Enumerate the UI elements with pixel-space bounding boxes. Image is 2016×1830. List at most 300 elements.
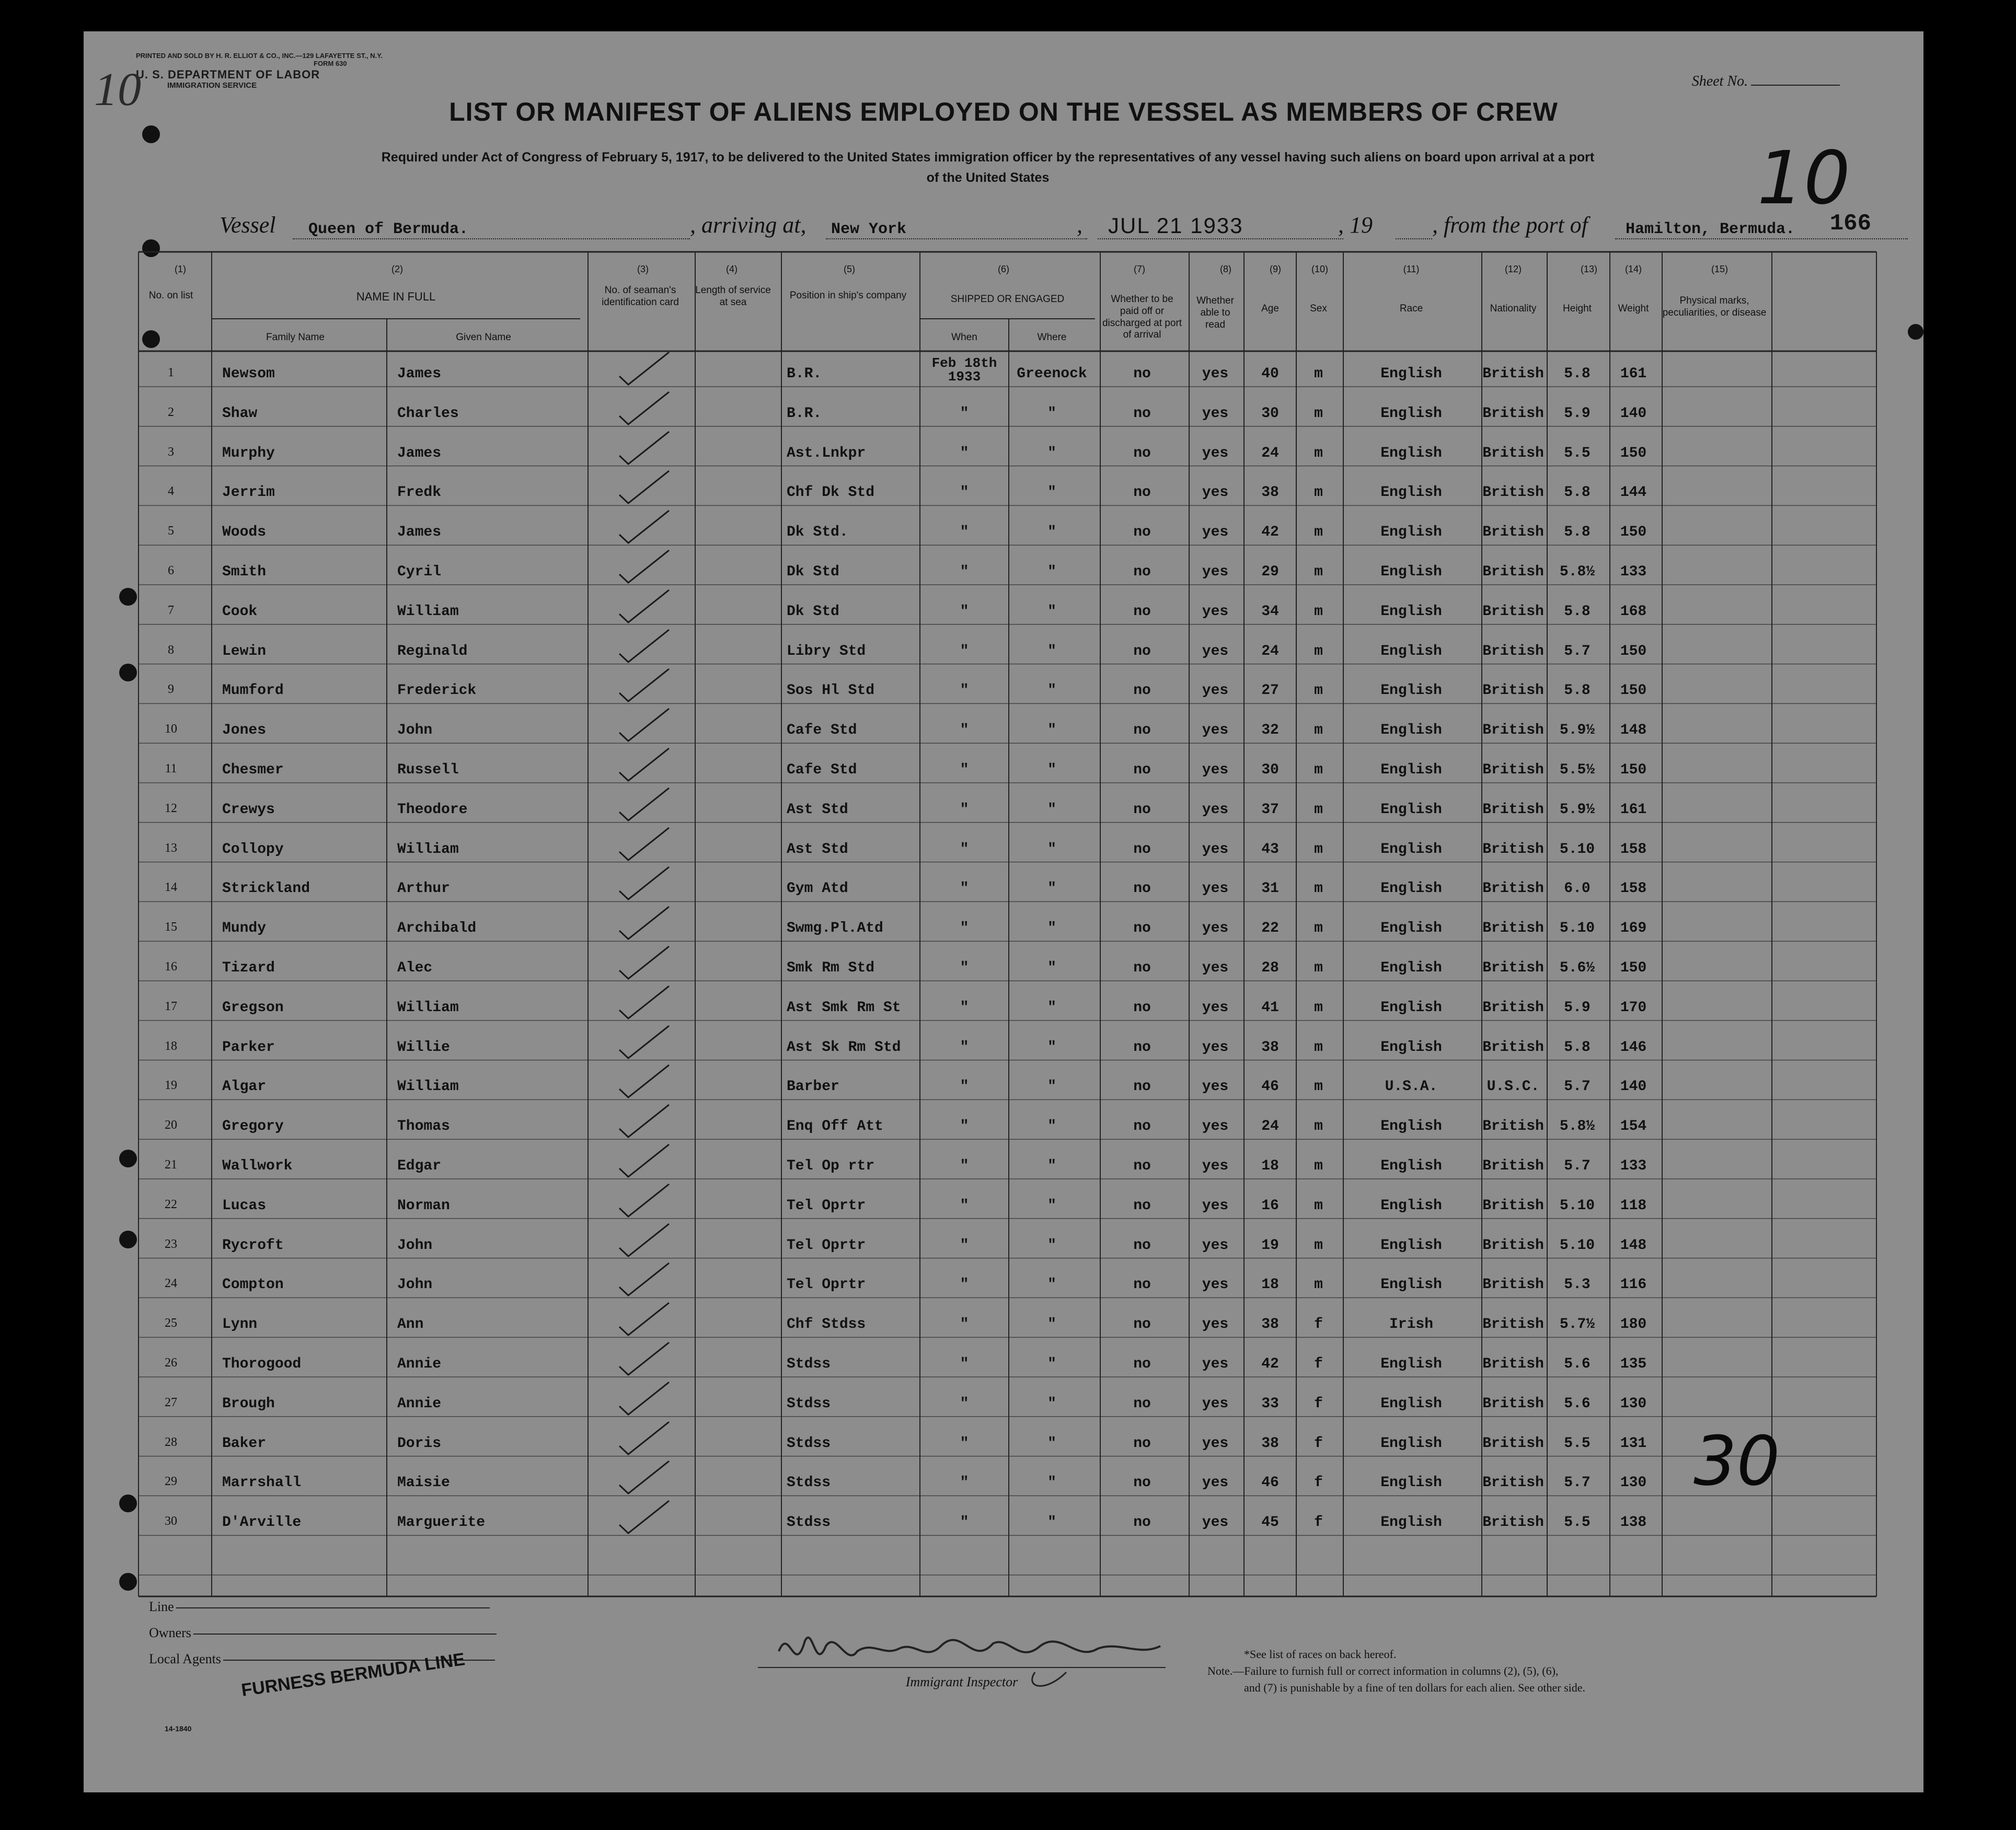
cell-height: 5.6 xyxy=(1564,1395,1591,1412)
cell-read: yes xyxy=(1202,999,1229,1016)
department-name: U. S. DEPARTMENT OF LABOR xyxy=(136,67,320,81)
cell-no: 24 xyxy=(165,1277,177,1291)
cell-where: " xyxy=(1047,1475,1056,1491)
name-in-full-header: NAME IN FULL xyxy=(356,290,436,303)
cell-weight: 150 xyxy=(1620,762,1647,778)
check-mark-icon xyxy=(617,1380,674,1417)
cell-height: 5.6 xyxy=(1564,1356,1591,1372)
cell-given: Russell xyxy=(397,762,459,778)
punch-hole xyxy=(119,588,137,606)
cell-given: Alec xyxy=(397,960,433,976)
cell-where: " xyxy=(1047,1435,1056,1452)
sex-header: Sex xyxy=(1310,303,1327,314)
column-number: (9) xyxy=(1270,264,1281,274)
cell-read: yes xyxy=(1202,484,1229,501)
cell-family: Gregson xyxy=(222,999,284,1016)
cell-sex: f xyxy=(1314,1395,1323,1412)
cell-paid: no xyxy=(1133,841,1151,858)
cell-family: Tizard xyxy=(222,960,275,976)
handwritten-page-number: 10 xyxy=(1757,136,1850,221)
cell-nat: British xyxy=(1482,1118,1544,1135)
cell-age: 38 xyxy=(1261,1039,1279,1056)
cell-nat: British xyxy=(1482,1356,1544,1372)
cell-race: Irish xyxy=(1389,1316,1433,1333)
cell-family: Gregory xyxy=(222,1118,284,1135)
cell-age: 24 xyxy=(1261,445,1279,461)
cell-paid: no xyxy=(1133,1356,1151,1372)
cell-height: 5.10 xyxy=(1559,1237,1595,1254)
cell-where: " xyxy=(1047,1079,1056,1095)
cell-no: 28 xyxy=(165,1435,177,1449)
cell-height: 5.8 xyxy=(1564,366,1591,382)
cell-read: yes xyxy=(1202,405,1229,422)
cell-family: Brough xyxy=(222,1395,275,1412)
cell-read: yes xyxy=(1202,524,1229,541)
cell-sex: m xyxy=(1314,564,1323,580)
cell-position: Dk Std. xyxy=(787,524,848,541)
cell-when: " xyxy=(960,1158,969,1174)
cell-no: 29 xyxy=(165,1475,177,1489)
arrival-date-stamp: JUL 21 1933 xyxy=(1108,213,1243,238)
handwritten-total: 30 xyxy=(1694,1421,1780,1501)
page-title: LIST OR MANIFEST OF ALIENS EMPLOYED ON THE VESSEL AS MEMBERS OF CREW xyxy=(449,97,1558,126)
cell-when: " xyxy=(960,1079,969,1095)
cell-no: 15 xyxy=(165,920,177,934)
cell-family: D'Arville xyxy=(222,1514,302,1531)
check-mark-icon xyxy=(617,905,674,941)
cell-race: English xyxy=(1380,1475,1442,1491)
cell-age: 29 xyxy=(1261,564,1279,580)
cell-when: " xyxy=(960,1356,969,1372)
cell-paid: no xyxy=(1133,564,1151,580)
cell-given: James xyxy=(397,366,442,382)
cell-given: Archibald xyxy=(397,920,477,937)
check-mark-icon xyxy=(617,1222,674,1258)
cell-no: 10 xyxy=(165,722,177,736)
cell-where: " xyxy=(1047,1356,1056,1372)
cell-race: U.S.A. xyxy=(1385,1079,1438,1095)
cell-given: James xyxy=(397,445,442,461)
cell-paid: no xyxy=(1133,1475,1151,1491)
check-mark-icon xyxy=(617,1499,674,1535)
cell-nat: British xyxy=(1482,1395,1544,1412)
punch-hole xyxy=(142,330,160,348)
cell-sex: m xyxy=(1314,1237,1323,1254)
cell-family: Murphy xyxy=(222,445,275,461)
cell-weight: 180 xyxy=(1620,1316,1647,1333)
cell-no: 25 xyxy=(165,1316,177,1330)
check-mark-icon xyxy=(617,1182,674,1219)
cell-when: " xyxy=(960,1514,969,1531)
cell-race: English xyxy=(1380,999,1442,1016)
cell-race: English xyxy=(1380,1158,1442,1174)
cell-read: yes xyxy=(1202,1039,1229,1056)
sheet-number-field xyxy=(1692,73,1840,90)
cell-sex: m xyxy=(1314,960,1323,976)
cell-where: " xyxy=(1047,682,1056,699)
cell-race: English xyxy=(1380,1197,1442,1214)
cell-given: William xyxy=(397,999,459,1016)
column-number: (8) xyxy=(1220,264,1231,274)
cell-race: English xyxy=(1380,762,1442,778)
cell-given: Willie xyxy=(397,1039,450,1056)
cell-race: English xyxy=(1380,603,1442,620)
cell-age: 42 xyxy=(1261,524,1279,541)
subtitle-line: Required under Act of Congress of February 5, 1917, to be delivered to the United States immigration officer by the representatives of any vessel having such aliens on board upon arrival at a port xyxy=(381,150,1595,165)
cell-when: " xyxy=(960,524,969,541)
cell-when: " xyxy=(960,643,969,659)
local-agents-label: Local Agents xyxy=(149,1651,221,1666)
cell-paid: no xyxy=(1133,366,1151,382)
cell-family: Strickland xyxy=(222,881,310,897)
cell-weight: 146 xyxy=(1620,1039,1647,1056)
cell-where: " xyxy=(1047,603,1056,620)
cell-nat: British xyxy=(1482,643,1544,659)
check-mark-icon xyxy=(617,548,674,585)
cell-position: Ast Std xyxy=(787,801,848,818)
nationality-header: Nationality xyxy=(1490,303,1537,314)
cell-nat: British xyxy=(1482,762,1544,778)
cell-age: 24 xyxy=(1261,643,1279,659)
cell-paid: no xyxy=(1133,524,1151,541)
cell-read: yes xyxy=(1202,1316,1229,1333)
cell-sex: m xyxy=(1314,1118,1323,1135)
check-mark-icon xyxy=(617,588,674,624)
cell-family: Cook xyxy=(222,603,258,620)
cell-position: B.R. xyxy=(787,366,822,382)
cell-where: " xyxy=(1047,881,1056,897)
check-mark-icon xyxy=(617,1459,674,1496)
length-of-service-header: Length of service at sea xyxy=(695,285,771,308)
cell-family: Lynn xyxy=(222,1316,258,1333)
cell-given: John xyxy=(397,1237,433,1254)
cell-read: yes xyxy=(1202,564,1229,580)
cell-given: William xyxy=(397,841,459,858)
cell-weight: 148 xyxy=(1620,1237,1647,1254)
cell-position: Ast Sk Rm Std xyxy=(787,1039,901,1056)
cell-read: yes xyxy=(1202,603,1229,620)
check-mark-icon xyxy=(617,786,674,823)
cell-given: James xyxy=(397,524,442,541)
punch-hole xyxy=(142,125,160,143)
cell-where: " xyxy=(1047,1277,1056,1293)
cell-read: yes xyxy=(1202,841,1229,858)
cell-race: English xyxy=(1380,801,1442,818)
cell-position: Ast Std xyxy=(787,841,848,858)
cell-given: Fredk xyxy=(397,484,442,501)
check-mark-icon xyxy=(617,1301,674,1337)
cell-race: English xyxy=(1380,1514,1442,1531)
cell-paid: no xyxy=(1133,999,1151,1016)
cell-nat: British xyxy=(1482,445,1544,461)
cell-no: 13 xyxy=(165,841,177,855)
cell-when: " xyxy=(960,603,969,620)
when-header: When xyxy=(951,332,977,343)
cell-weight: 158 xyxy=(1620,841,1647,858)
cell-sex: f xyxy=(1314,1356,1323,1372)
cell-given: Frederick xyxy=(397,682,477,699)
cell-weight: 161 xyxy=(1620,366,1647,382)
cell-height: 5.8½ xyxy=(1559,1118,1595,1135)
cell-age: 43 xyxy=(1261,841,1279,858)
cell-race: English xyxy=(1380,405,1442,422)
column-number: (5) xyxy=(844,264,855,274)
vessel-name: Queen of Bermuda. xyxy=(308,221,469,238)
note-penalty-cont: and (7) is punishable by a fine of ten dollars for each alien. See other side. xyxy=(1244,1681,1586,1694)
cell-age: 41 xyxy=(1261,999,1279,1016)
cell-weight: 148 xyxy=(1620,722,1647,739)
cell-race: English xyxy=(1380,1237,1442,1254)
cell-when: " xyxy=(960,999,969,1016)
cell-when: " xyxy=(960,1277,969,1293)
cell-position: Smk Rm Std xyxy=(787,960,875,976)
cell-given: Theodore xyxy=(397,801,468,818)
cell-paid: no xyxy=(1133,1277,1151,1293)
cell-sex: m xyxy=(1314,366,1323,382)
cell-height: 5.5 xyxy=(1564,1514,1591,1531)
check-mark-icon xyxy=(617,1103,674,1139)
cell-paid: no xyxy=(1133,1316,1151,1333)
cell-position: Chf Stdss xyxy=(787,1316,866,1333)
cell-given: Reginald xyxy=(397,643,468,659)
column-number: (6) xyxy=(998,264,1009,274)
cell-read: yes xyxy=(1202,1197,1229,1214)
cell-no: 27 xyxy=(165,1395,177,1409)
cell-height: 5.8 xyxy=(1564,682,1591,699)
cell-age: 38 xyxy=(1261,484,1279,501)
cell-no: 7 xyxy=(168,603,174,617)
cell-read: yes xyxy=(1202,445,1229,461)
cell-no: 4 xyxy=(168,484,174,499)
from-port-label: , from the port of xyxy=(1432,212,1588,238)
cell-position: Ast.Lnkpr xyxy=(787,445,866,461)
cell-read: yes xyxy=(1202,722,1229,739)
check-mark-icon xyxy=(617,1024,674,1060)
cell-weight: 133 xyxy=(1620,564,1647,580)
cell-no: 2 xyxy=(168,405,174,419)
cell-age: 16 xyxy=(1261,1197,1279,1214)
cell-read: yes xyxy=(1202,801,1229,818)
column-number: (3) xyxy=(637,264,649,274)
cell-sex: m xyxy=(1314,920,1323,937)
check-mark-icon xyxy=(617,1261,674,1298)
cell-weight: 154 xyxy=(1620,1118,1647,1135)
cell-given: William xyxy=(397,1079,459,1095)
cell-read: yes xyxy=(1202,920,1229,937)
check-mark-icon xyxy=(617,1420,674,1456)
cell-paid: no xyxy=(1133,643,1151,659)
printer-line: PRINTED AND SOLD BY H. R. ELLIOT & CO., INC.—129 LAFAYETTE ST., N.Y. xyxy=(136,52,383,60)
cell-no: 8 xyxy=(168,643,174,657)
cell-no: 30 xyxy=(165,1514,177,1528)
cell-given: Arthur xyxy=(397,881,450,897)
cell-paid: no xyxy=(1133,1435,1151,1452)
cell-read: yes xyxy=(1202,1118,1229,1135)
check-mark-icon xyxy=(617,390,674,426)
cell-weight: 150 xyxy=(1620,960,1647,976)
cell-no: 12 xyxy=(165,801,177,815)
note-races: *See list of races on back hereof. xyxy=(1244,1648,1397,1661)
cell-weight: 130 xyxy=(1620,1475,1647,1491)
cell-position: Stdss xyxy=(787,1475,831,1491)
cell-height: 5.7 xyxy=(1564,643,1591,659)
cell-paid: no xyxy=(1133,1118,1151,1135)
physical-marks-header: Physical marks, peculiarities, or disease xyxy=(1662,295,1767,318)
cell-weight: 116 xyxy=(1620,1277,1647,1293)
check-mark-icon xyxy=(617,944,674,981)
cell-position: Ast Smk Rm St xyxy=(787,999,901,1016)
check-mark-icon xyxy=(617,865,674,901)
cell-where: " xyxy=(1047,405,1056,422)
cell-age: 22 xyxy=(1261,920,1279,937)
weight-header: Weight xyxy=(1618,303,1649,314)
cell-where: " xyxy=(1047,841,1056,858)
cell-age: 46 xyxy=(1261,1079,1279,1095)
service-name: IMMIGRATION SERVICE xyxy=(167,81,257,90)
cell-nat: British xyxy=(1482,1039,1544,1056)
form-number: FORM 630 xyxy=(314,59,347,67)
cell-paid: no xyxy=(1133,405,1151,422)
check-mark-icon xyxy=(617,508,674,545)
cell-sex: m xyxy=(1314,405,1323,422)
check-mark-icon xyxy=(617,984,674,1021)
cell-sex: m xyxy=(1314,722,1323,739)
cell-when: " xyxy=(960,960,969,976)
cell-read: yes xyxy=(1202,762,1229,778)
cell-position: Stdss xyxy=(787,1514,831,1531)
cell-height: 5.10 xyxy=(1559,920,1595,937)
check-mark-icon xyxy=(617,746,674,783)
cell-nat: British xyxy=(1482,524,1544,541)
cell-where: " xyxy=(1047,960,1056,976)
cell-height: 5.10 xyxy=(1559,1197,1595,1214)
cell-height: 5.6½ xyxy=(1559,960,1595,976)
cell-weight: 130 xyxy=(1620,1395,1647,1412)
punch-hole xyxy=(119,1231,137,1248)
cell-height: 5.9 xyxy=(1564,999,1591,1016)
cell-age: 28 xyxy=(1261,960,1279,976)
cell-height: 5.8 xyxy=(1564,1039,1591,1056)
cell-position: Dk Std xyxy=(787,564,839,580)
cell-position: Tel Oprtr xyxy=(787,1277,866,1293)
cell-age: 37 xyxy=(1261,801,1279,818)
cell-height: 5.5 xyxy=(1564,445,1591,461)
column-number: (2) xyxy=(391,264,403,274)
cell-position: Enq Off Att xyxy=(787,1118,883,1135)
cell-when: " xyxy=(960,1435,969,1452)
shipped-engaged-header: SHIPPED OR ENGAGED xyxy=(950,294,1065,305)
cell-family: Lucas xyxy=(222,1197,267,1214)
cell-read: yes xyxy=(1202,1079,1229,1095)
cell-when: Feb 18th 1933 xyxy=(931,355,997,385)
cell-race: English xyxy=(1380,643,1442,659)
cell-position: Dk Std xyxy=(787,603,839,620)
cell-race: English xyxy=(1380,1395,1442,1412)
cell-family: Rycroft xyxy=(222,1237,284,1254)
line-label: Line xyxy=(149,1599,174,1614)
check-mark-icon xyxy=(617,1142,674,1179)
cell-sex: m xyxy=(1314,603,1323,620)
cell-where: " xyxy=(1047,1039,1056,1056)
cell-when: " xyxy=(960,1237,969,1254)
cell-paid: no xyxy=(1133,1514,1151,1531)
cell-read: yes xyxy=(1202,1475,1229,1491)
cell-where: " xyxy=(1047,445,1056,461)
cell-family: Crewys xyxy=(222,801,275,818)
column-number: (13) xyxy=(1580,264,1597,274)
cell-age: 46 xyxy=(1261,1475,1279,1491)
cell-paid: no xyxy=(1133,762,1151,778)
cell-height: 5.9½ xyxy=(1559,801,1595,818)
cell-weight: 140 xyxy=(1620,1079,1647,1095)
owners-label: Owners xyxy=(149,1625,191,1640)
cell-position: Tel Oprtr xyxy=(787,1237,866,1254)
cell-age: 34 xyxy=(1261,603,1279,620)
cell-sex: m xyxy=(1314,881,1323,897)
cell-where: " xyxy=(1047,564,1056,580)
cell-weight: 140 xyxy=(1620,405,1647,422)
note-penalty: Note.—Failure to furnish full or correct information in columns (2), (5), (6), xyxy=(1207,1664,1559,1677)
cell-weight: 168 xyxy=(1620,603,1647,620)
cell-sex: m xyxy=(1314,762,1323,778)
cell-height: 5.7 xyxy=(1564,1158,1591,1174)
cell-when: " xyxy=(960,1316,969,1333)
cell-where: Greenock xyxy=(1017,366,1087,382)
cell-race: English xyxy=(1380,1277,1442,1293)
edge-mark xyxy=(1908,324,1923,340)
cell-weight: 135 xyxy=(1620,1356,1647,1372)
cell-read: yes xyxy=(1202,1237,1229,1254)
cell-family: Algar xyxy=(222,1079,267,1095)
cell-read: yes xyxy=(1202,1435,1229,1452)
punch-hole xyxy=(119,1573,137,1591)
cell-sex: f xyxy=(1314,1514,1323,1531)
cell-nat: British xyxy=(1482,920,1544,937)
cell-race: English xyxy=(1380,445,1442,461)
cell-sex: f xyxy=(1314,1475,1323,1491)
given-name-header: Given Name xyxy=(456,332,511,343)
cell-sex: m xyxy=(1314,1277,1323,1293)
cell-no: 18 xyxy=(165,1039,177,1053)
punch-hole xyxy=(119,1150,137,1167)
cell-nat: British xyxy=(1482,1277,1544,1293)
form-header-block xyxy=(136,52,450,90)
cell-age: 38 xyxy=(1261,1316,1279,1333)
paid-off-header: Whether to be paid off or discharged at port of arrival xyxy=(1102,294,1182,341)
cell-age: 33 xyxy=(1261,1395,1279,1412)
cell-where: " xyxy=(1047,1197,1056,1214)
cell-family: Jones xyxy=(222,722,267,739)
cell-position: Libry Std xyxy=(787,643,866,659)
cell-weight: 150 xyxy=(1620,643,1647,659)
subtitle-line: of the United States xyxy=(926,170,1050,185)
cell-when: " xyxy=(960,722,969,739)
cell-family: Newsom xyxy=(222,366,275,382)
column-number: (1) xyxy=(175,264,186,274)
cell-when: " xyxy=(960,1197,969,1214)
cell-weight: 118 xyxy=(1620,1197,1647,1214)
cell-nat: British xyxy=(1482,1158,1544,1174)
height-header: Height xyxy=(1563,303,1592,314)
cell-nat: British xyxy=(1482,801,1544,818)
cell-given: Thomas xyxy=(397,1118,450,1135)
cell-where: " xyxy=(1047,524,1056,541)
cell-race: English xyxy=(1380,1356,1442,1372)
cell-given: Annie xyxy=(397,1395,442,1412)
check-mark-icon xyxy=(617,667,674,703)
cell-paid: no xyxy=(1133,920,1151,937)
cell-height: 5.8 xyxy=(1564,484,1591,501)
